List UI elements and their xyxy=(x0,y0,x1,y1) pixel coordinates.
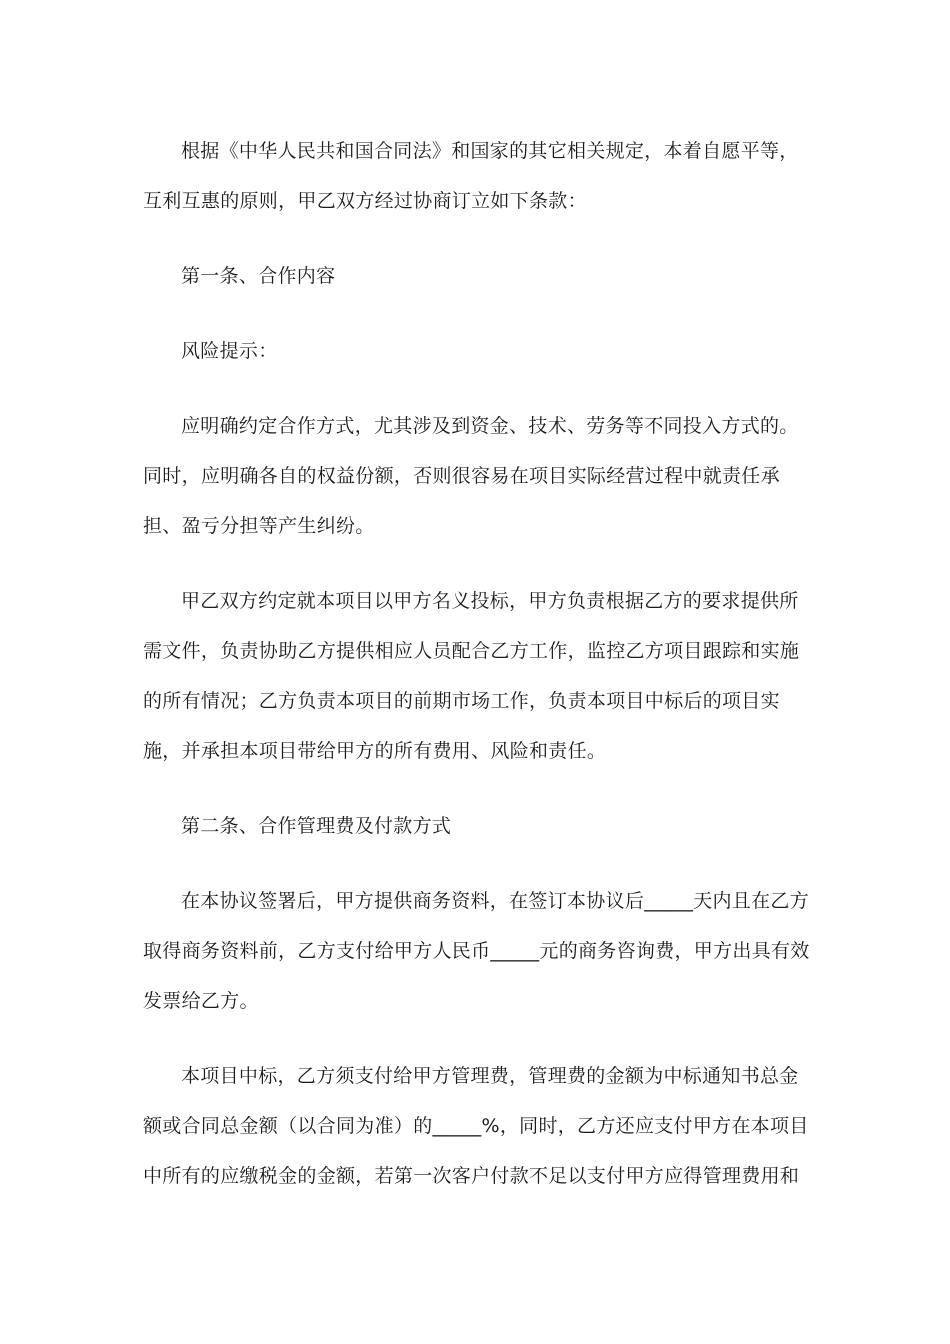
paragraph-management-fee: 本项目中标，乙方须支付给甲方管理费，管理费的金额为中标通知书总金额或合同总金额（以合同为准）的_____%，同时，乙方还应支付甲方在本项目中所有的应缴税金的金额，若第一次客户付款不足以支付甲方应得管理费用和 xyxy=(143,1065,809,1187)
heading-article-1: 第一条、合作内容 xyxy=(181,265,336,287)
paragraph-intro: 根据《中华人民共和国合同法》和国家的其它相关规定，本着自愿平等，互利互惠的原则，甲乙双方经过协商订立如下条款： xyxy=(143,140,799,212)
document-body xyxy=(143,126,811,1226)
paragraph-cooperation-content: 甲乙双方约定就本项目以甲方名义投标，甲方负责根据乙方的要求提供所需文件，负责协助乙方提供相应人员配合乙方工作，监控乙方项目跟踪和实施的所有情况；乙方负责本项目的前期市场工作，负责本项目中标后的项目实施，并承担本项目带给甲方的所有费用、风险和责任。 xyxy=(143,590,800,762)
heading-article-2: 第二条、合作管理费及付款方式 xyxy=(181,815,452,837)
paragraph-risk-notice: 应明确约定合作方式，尤其涉及到资金、技术、劳务等不同投入方式的。同时，应明确各自的权益份额，否则很容易在项目实际经营过程中就责任承担、盈亏分担等产生纠纷。 xyxy=(143,415,799,537)
risk-notice-label: 风险提示： xyxy=(181,340,278,362)
paragraph-consulting-fee: 在本协议签署后，甲方提供商务资料，在签订本协议后_____天内且在乙方取得商务资料前，乙方支付给甲方人民币_____元的商务咨询费，甲方出具有效发票给乙方。 xyxy=(143,890,810,1012)
